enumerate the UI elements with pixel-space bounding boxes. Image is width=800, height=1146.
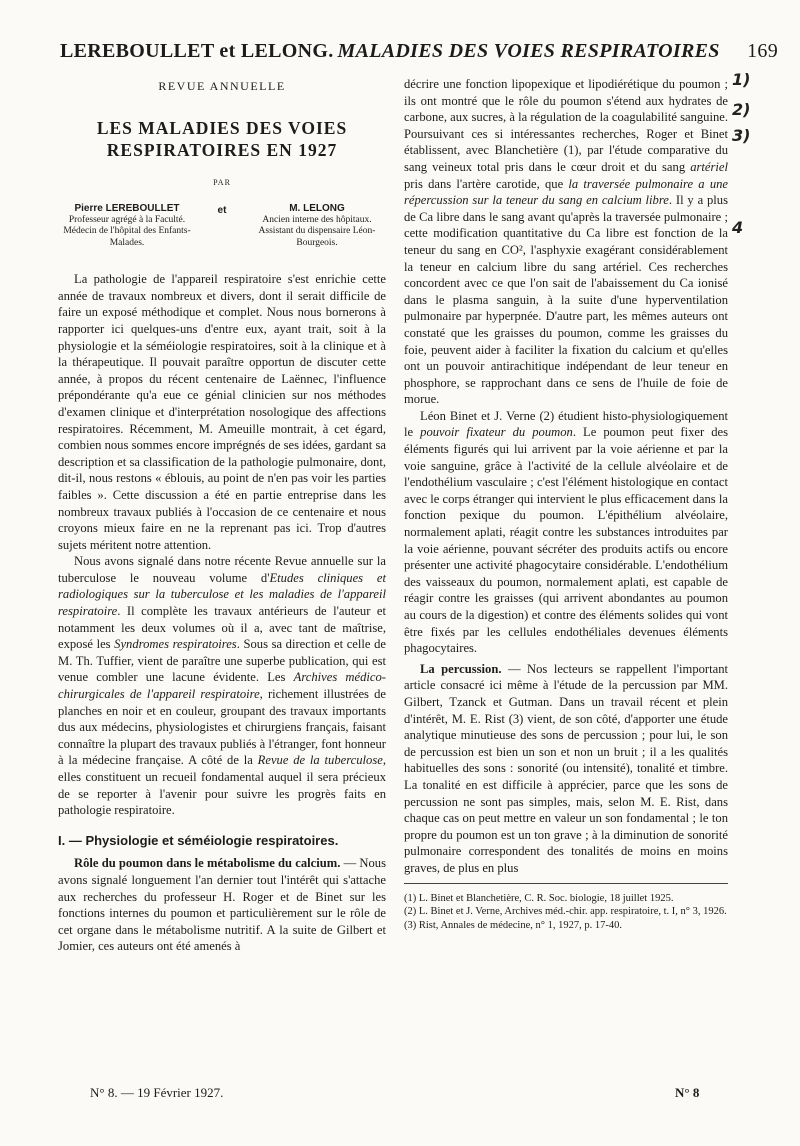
header-title: MALADIES DES VOIES RESPIRATOIRES — [337, 40, 720, 62]
author-2-affiliation: Ancien interne des hôpitaux. Assistant du dispensaire Léon-Bourgeois. — [258, 214, 376, 248]
subheading-percussion: La percussion. — [420, 661, 502, 676]
footnote-2: (2) L. Binet et J. Verne, Archives méd.-chir. app. respiratoire, t. I, n° 3, 1926. — [404, 906, 727, 917]
margin-note-2: 2) — [732, 100, 751, 119]
calcium-paragraph: Rôle du poumon dans le métabolisme du calcium. — Nous avons signalé longuement l'an dernier tout l'intérêt qui s'attache aux recherches du professeur H. Roger et de Binet sur les fonctions internes du poumon et particulièrement sur le rôle de cet organe dans le métabolisme nutritif. A la suite de Gilbert et Jomier, ces auteurs ont été amenés à — [58, 856, 386, 954]
author-1-affiliation: Professeur agrégé à la Faculté. Médecin de l'hôpital des Enfants-Malades. — [63, 214, 191, 248]
footnotes — [404, 892, 728, 933]
subheading-calcium: Rôle du poumon dans le métabolisme du calcium. — [74, 856, 341, 871]
author-2-name: M. LELONG — [289, 203, 345, 215]
margin-note-3: 3) — [732, 126, 751, 145]
authors-block — [58, 203, 386, 249]
running-header — [60, 40, 778, 63]
authors-et: et — [217, 205, 227, 217]
footnote-rule — [404, 883, 728, 884]
footer-issue: N° 8. — 19 Février 1927. — [90, 1085, 224, 1100]
footer-number: N° 8 — [675, 1085, 700, 1100]
author-1-name: Pierre LEREBOULLET — [74, 203, 180, 215]
binet-verne-paragraph: Léon Binet et J. Verne (2) étudient histo-physiologiquement le pouvoir fixateur du poumon. Le poumon peut fixer des éléments figurés qui lui arrivent par la voie aérienne et par la voie sanguine, grâce à l'activité de la cellule alvéolaire et de l'endothélium vasculaire ; c'est l'élément histologique en contact avec le corps étranger qui intervient le plus efficacement dans la fonction pexique du poumon. L'épithélium alvéolaire, normalement aplati, réagit contre les substances introduites par la voie aérienne, pouvant sécréter des produits actifs ou encore présenter une activité phagocytaire considérable. L'endothélium des vaisseaux du poumon, normalement aplati, est capable de réagir contre les graisses (qui arrivent abondantes au poumon au cours de la digestion) et contre des éléments solides qui vont être fixés par les cellules endothéliales devenues éléments phagocytaires. — [404, 408, 728, 656]
right-column — [404, 76, 728, 932]
lipopexie-paragraph: décrire une fonction lipopexique et lipodiérétique du poumon ; ils ont montré que le rôle du poumon s'étend aux hydrates de carbone, aux sucres, à la régulation de la coagulabilité sanguine. Poursuivant ces si intéressantes recherches, Roger et Binet établissent, avec Blanchetière (1), par l'étude comparative du sang veineux total pris dans le cœur droit et du sang artériel pris dans l'artère carotide, que la traversée pulmonaire a une répercussion sur la teneur du sang en calcium libre. Il y a plus de Ca libre dans le sang avant qu'après la traversée pulmonaire ; cette modification quantitative du Ca libre est fonction de la teneur du sang en CO², l'asphyxie exagérant considérablement la teneur en calcium libre du sang artériel. Ces recherches concordent avec ce que l'on sait de l'abaissement du Ca ionisé dans le plasma sanguin, à la suite d'une hyperventilation pulmonaire par hyperpnée. D'autre part, les mêmes auteurs ont constaté que les graisses du poumon, comme les graisses du foie, peuvent aider à faciliter la fixation du calcium et qu'elles ont un pouvoir antirachitique indépendant de leur teneur en phosphore, se rapprochant dans ce sens de l'huile de foie de morue. — [404, 77, 729, 407]
intro-paragraph: La pathologie de l'appareil respiratoire s'est enrichie cette année de travaux nombreux et divers, dont il serait difficile de faire un exposé méthodique et complet. Nous nous bornerons à rapporter ici quelques-uns d'entre eux, ayant trait, soit à la physiologie et la séméiologie respiratoires, soit à la clinique et à la thérapeutique. Il pouvait paraître opportun de discuter cette année, à propos du récent centenaire de Laënnec, l'influence prépondérante qu'a eue ce génial clinicien sur nos méthodes d'examen clinique et d'interprétation nosologique des affections respiratoires. Récemment, M. Ameuille montrait, à cet égard, combien nous sommes encore imprégnés de ses idées, gardant sa description et sa classification de la pathologie pulmonaire, dont, dit-il, nous restons « éblouis, au point de n'en pas voir les parties faibles ». Cette discussion a été en partie entreprise dans les nombreux travaux publiés à l'occasion de ce centenaire et nous croyons mieux faire en ne la reprenant pas ici. Trop d'autres sujets méritent notre attention. — [58, 272, 386, 552]
footnote-3: (3) Rist, Annales de médecine, n° 1, 1927, p. 17-40. — [404, 919, 622, 931]
margin-note-4: 4 — [732, 218, 744, 237]
page-number: 169 — [747, 40, 778, 62]
section-heading-physiologie: I. — Physiologie et séméiologie respiratoires. — [58, 832, 339, 848]
percussion-paragraph: La percussion. — Nos lecteurs se rappellent l'important article consacré ici même à l'étude de la percussion par MM. Gilbert, Tzanck et Gutman. Dans un travail récent et plein d'intérêt, M. E. Rist (3) vient, de son côté, d'apporter une étude analytique minutieuse des sons de percussion ; pour lui, le son de percussion est bien un son et non un bruit ; il a les qualités habituelles des sons : sonorité (ou intensité), tonalité et timbre. La tonalité en est difficile à apprécier, parce que les sons de percussion ne sont pas simples, mais, selon M. E. Rist, dans chaque cas on peut mettre en valeur un son fondamental ; le ton propre du poumon est un ton grave ; à la diminution de sonorité pulmonaire correspondent des tonalités de moins en moins graves, de plus en plus — [404, 661, 728, 875]
revue-annuelle-label: REVUE ANNUELLE — [158, 79, 286, 93]
author-1 — [58, 203, 196, 249]
footnote-1: (1) L. Binet et Blanchetière, C. R. Soc. biologie, 18 juillet 1925. — [404, 892, 674, 904]
article-title: LES MALADIES DES VOIES RESPIRATOIRES EN 1927 — [96, 117, 348, 160]
header-authors: LEREBOULLET et LELONG. — [60, 40, 334, 62]
archives-paragraph: Nous avons signalé dans notre récente Revue annuelle sur la tuberculose le nouveau volume d'Etudes cliniques et radiologiques sur la tuberculose et les maladies de l'appareil respiratoire. Il complète les travaux antérieurs de l'auteur et notamment les deux volumes où il a, avec tant de maîtrise, exposé les Syndromes respiratoires. Sous sa direction et celle de M. Th. Tuffier, vient de paraître une superbe publication, qui est venue combler une lacune évidente. Les Archives médico-chirurgicales de l'appareil respiratoire, richement illustrées de planches en noir et en couleur, groupant des travaux importants dus aux médecins, physiologistes et chirurgiens français, faisant connaître la plupart des travaux publiés à l'étranger, font honneur à la médecine française. A côté de la Revue de la tuberculose, elles constituent un recueil fondamental auquel il sera précieux de se reporter à l'avenir pour suivre les progrès faits en pathologie respiratoire. — [58, 554, 386, 818]
left-column — [58, 76, 386, 955]
margin-note-1: 1) — [732, 70, 751, 89]
par-label: PAR — [213, 177, 231, 187]
author-2 — [248, 203, 386, 249]
